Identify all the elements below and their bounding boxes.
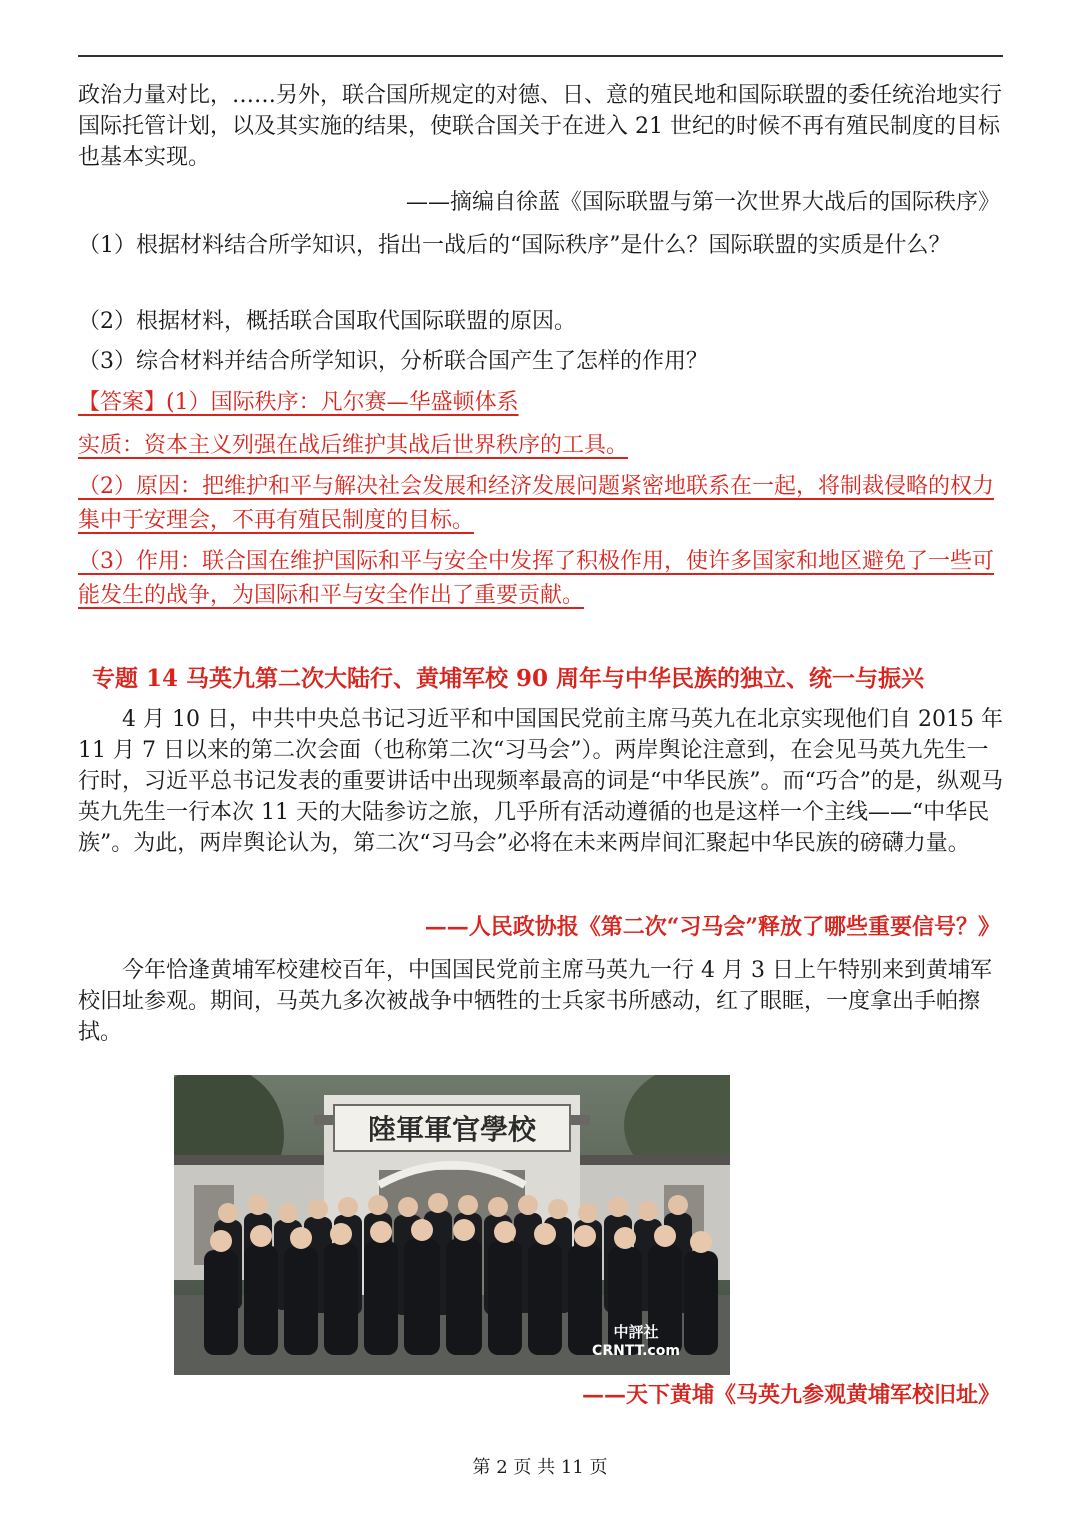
top-rule [78, 55, 1003, 57]
page-footer: 第 2 页 共 11 页 [472, 1457, 608, 1478]
answer-line-2-text: 实质：资本主义列强在战后维护其战后世界秩序的工具。 [78, 433, 629, 458]
answer-line-2 [78, 429, 1003, 463]
material-source: ——摘编自徐蓝《国际联盟与第一次世界大战后的国际秩序》 [405, 190, 1000, 215]
group-photo [174, 1075, 730, 1375]
photo-source: ——天下黄埔《马英九参观黄埔军校旧址》 [581, 1382, 1000, 1408]
paragraph-1: 4 月 10 日，中共中央总书记习近平和中国国民党前主席马英九在北京实现他们自 2015 年 11 月 7 日以来的第二次会面（也称第二次“习马会”）。两岸舆论注意到，在会见马英九先生一行时，习近平总书记发表的重要讲话中出现频率最高的词是“中华民族”。而“巧合”的是，纵观马英九先生一行本次 11 天的大陆参访之旅，几乎所有活动遵循的也是这样一个主线——“中华民族”。为此，两岸舆论认为，第二次“习马会”必将在未来两岸间汇聚起中华民族的磅礴力量。 [78, 707, 1003, 856]
answer-line-1-text: 【答案】(1）国际秩序：凡尔赛—华盛顿体系 [78, 390, 519, 415]
question-3: （3）综合材料并结合所学知识，分析联合国产生了怎样的作用？ [78, 349, 708, 374]
answer-line-3-text: （2）原因：把维护和平与解决社会发展和经济发展问题紧密地联系在一起，将制裁侵略的权力集中于安理会，不再有殖民制度的目标。 [78, 474, 995, 533]
gate-sign-text: 陸軍軍官學校 [367, 1113, 537, 1146]
question-1: （1）根据材料结合所学知识，指出一战后的“国际秩序”是什么？国际联盟的实质是什么？ [78, 233, 951, 258]
answer-line-3 [78, 470, 1003, 538]
group-photo-illustration [174, 1075, 730, 1375]
question-2: （2）根据材料，概括联合国取代国际联盟的原因。 [78, 309, 576, 334]
answer-line-4-text: （3）作用：联合国在维护国际和平与安全中发挥了积极作用，使许多国家和地区避免了一些可能发生的战争，为国际和平与安全作出了重要贡献。 [78, 549, 995, 608]
watermark-en: CRNTT.com [592, 1343, 680, 1359]
paragraph-1-source: ——人民政协报《第二次“习马会”释放了哪些重要信号？》 [424, 914, 1000, 940]
topic-heading: 专题 14 马英九第二次大陆行、黄埔军校 90 周年与中华民族的独立、统一与振兴 [92, 665, 925, 692]
material-excerpt: 政治力量对比，……另外，联合国所规定的对德、日、意的殖民地和国际联盟的委任统治地实行国际托管计划，以及其实施的结果，使联合国关于在进入 21 世纪的时候不再有殖民制度的目标也基本实现。 [78, 83, 1003, 170]
answer-line-4 [78, 545, 1003, 613]
paragraph-2: 今年恰逢黄埔军校建校百年，中国国民党前主席马英九一行 4 月 3 日上午特别来到黄埔军校旧址参观。期间，马英九多次被战争中牺牲的士兵家书所感动，红了眼眶，一度拿出手帕擦拭。 [78, 958, 992, 1045]
answer-line-1 [78, 386, 1003, 420]
watermark-cn: 中評社 [613, 1323, 659, 1341]
